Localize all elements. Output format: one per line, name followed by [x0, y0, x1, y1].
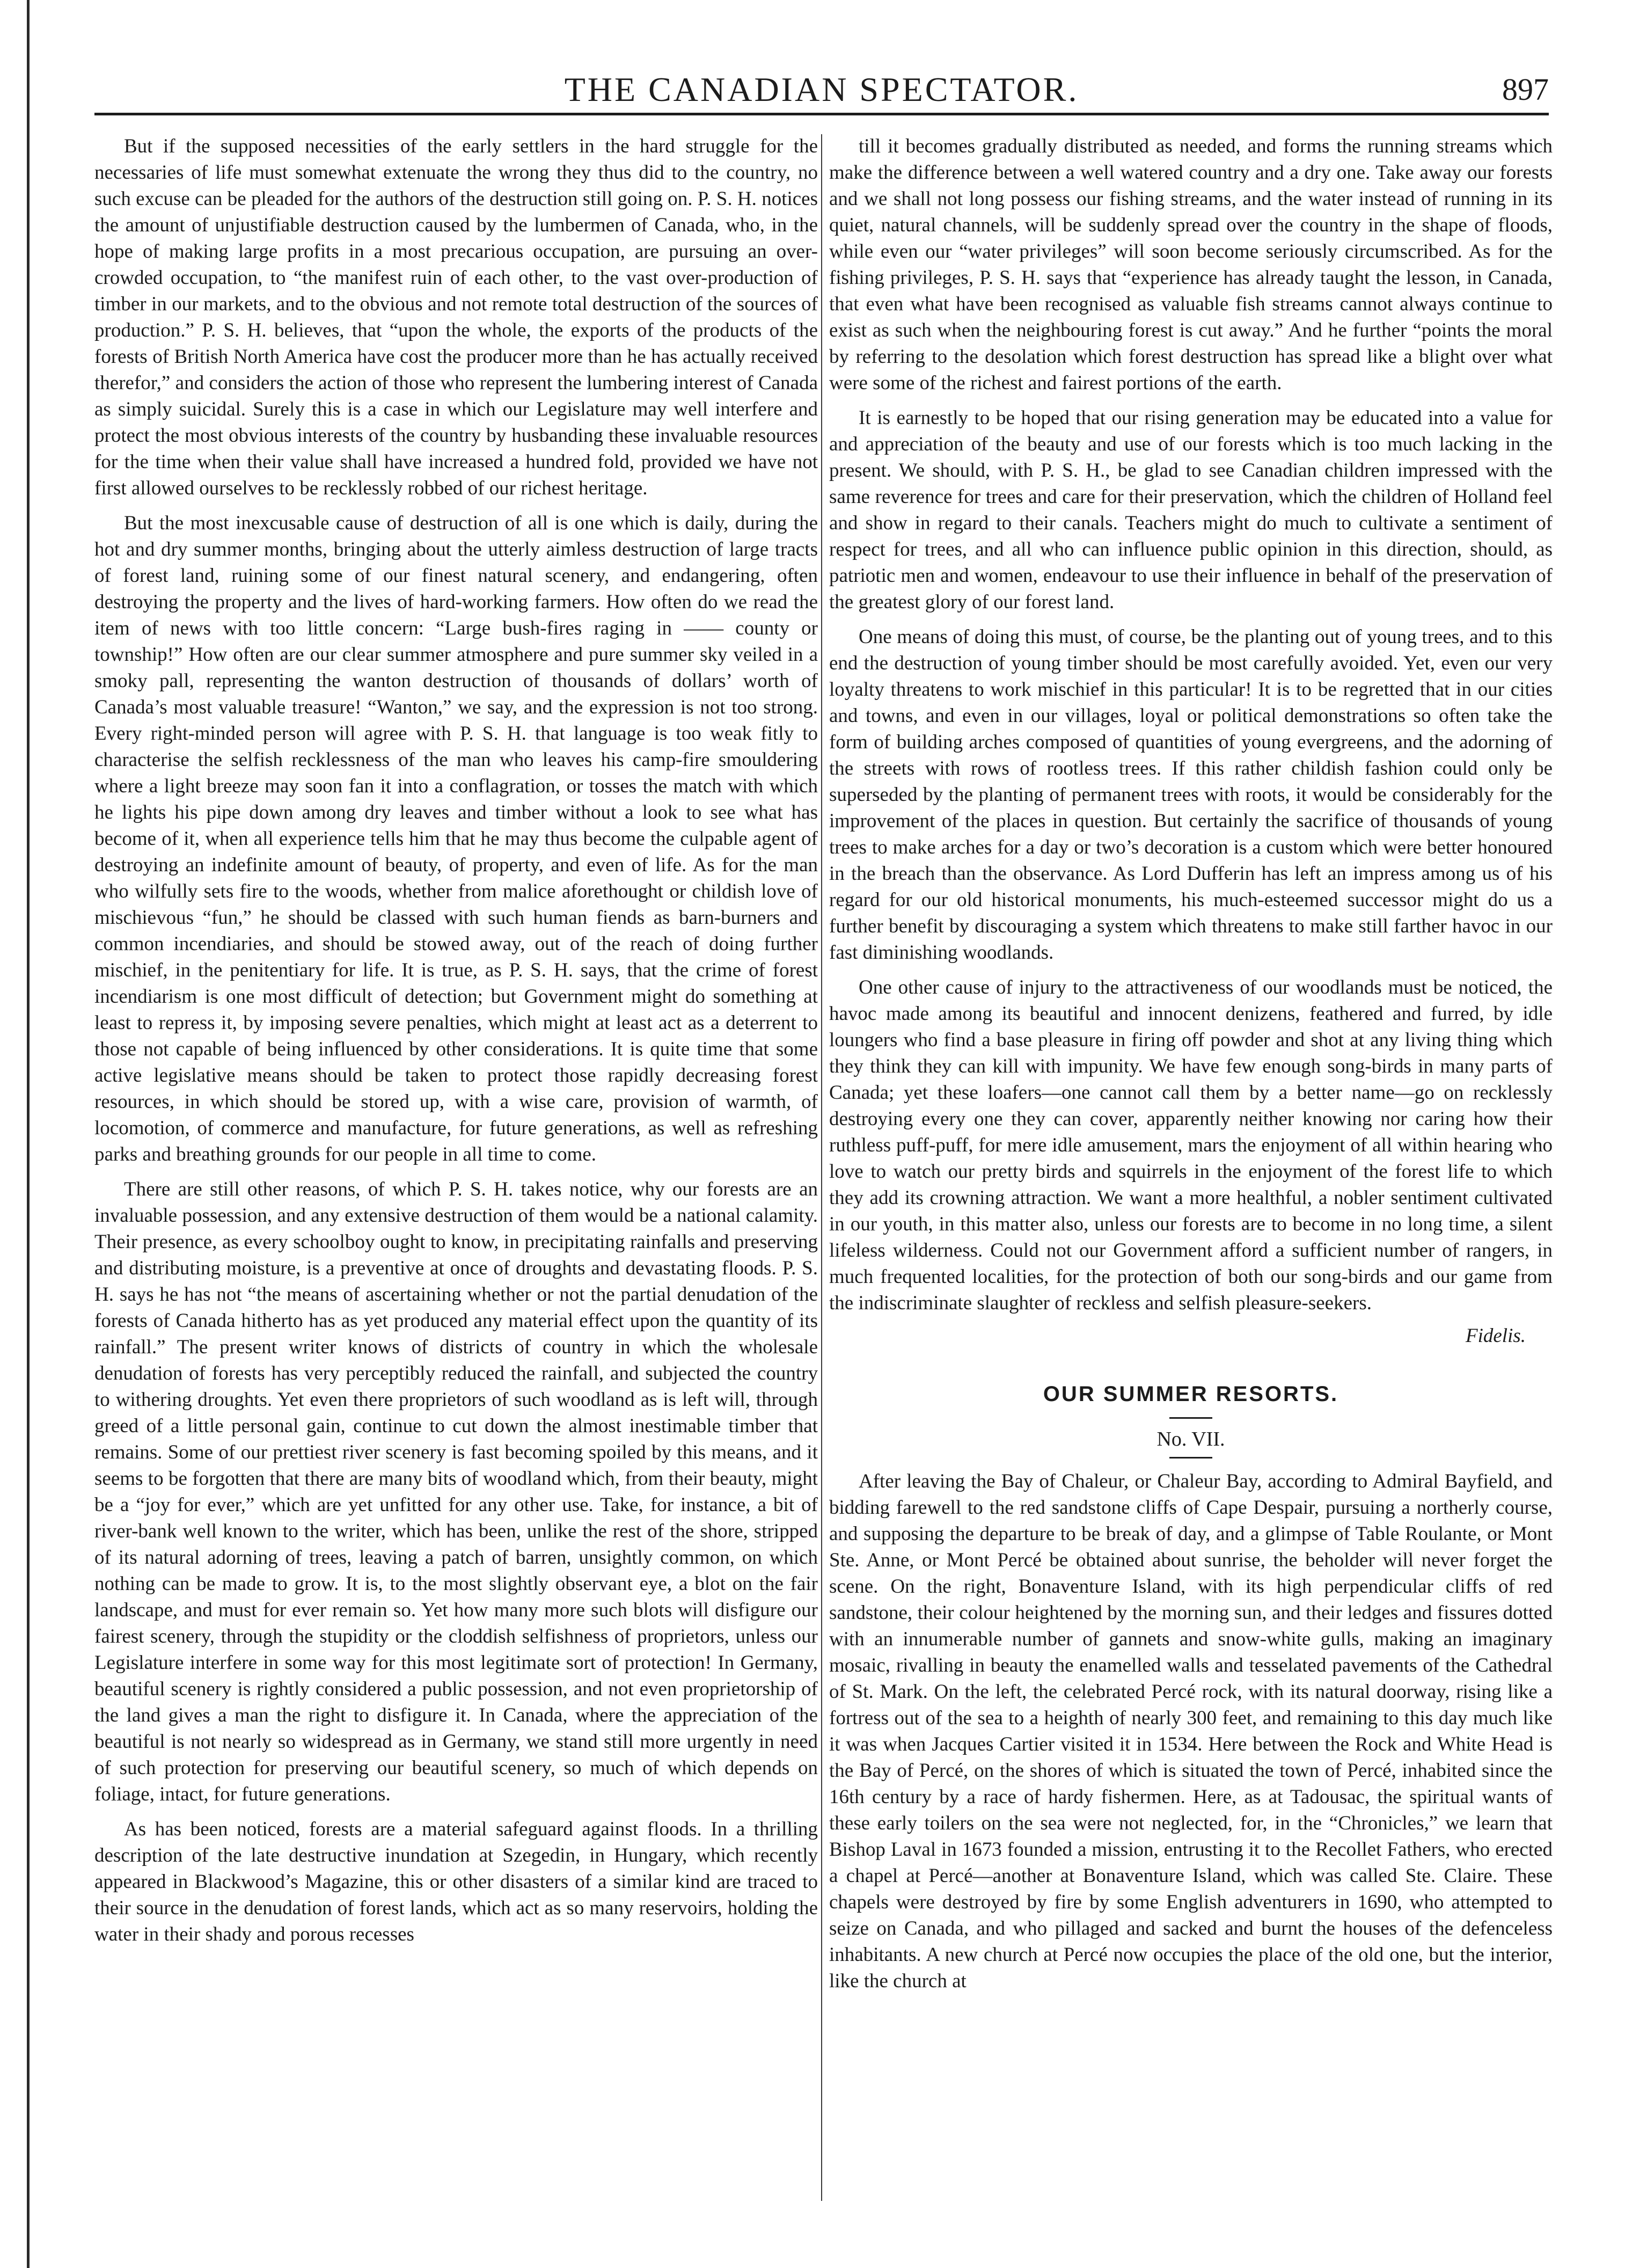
paragraph: One other cause of injury to the attractiveness of our woodlands must be noticed, the havoc made among its beautiful and innocent denizens, feathered and furred, by idle loungers who find a base pleasure in firing off powder and shot at any living thing which they think they can kill with impunity. We have few enough song-birds in many parts of Canada; yet these loafers—one cannot call them by a better name—go on recklessly destroying every one they can cover, apparently neither knowing nor caring how their ruthless puff-puff, for mere idle amusement, mars the enjoyment of all within hearing who love to watch our pretty birds and squirrels in the enjoyment of the forest life to which they add its crowning attraction. We want a more healthful, a nobler sentiment cultivated in our youth, in this matter also, unless our forests are to become in no long time, a silent lifeless wilderness. Could not our Government afford a sufficient number of rangers, in much frequented localities, for the protection of both our song-birds and our game from the indiscriminate slaughter of reckless and selfish pleasure-seekers.	[829, 976, 1553, 1314]
page-header	[94, 70, 1549, 113]
heading-rule	[1169, 1417, 1212, 1419]
page-edge-rule	[27, 0, 30, 2268]
author-signature: Fidelis.	[1465, 1325, 1526, 1347]
publication-title: THE CANADIAN SPECTATOR.	[564, 70, 1079, 108]
paragraph: But if the supposed necessities of the early settlers in the hard struggle for the necessaries of life must somewhat extenuate the wrong they thus did to the country, no such excuse can be pleaded for the authors of the destruction still going on. P. S. H. notices the amount of unjustifiable destruction caused by the lumbermen of Canada, who, in the hope of making large profits in a most precarious occupation, are pursuing an over-crowded occupation, to “the manifest ruin of each other, to the vast over-production of timber in our markets, and to the obvious and not remote total destruction of the sources of production.” P. S. H. believes, that “upon the whole, the exports of the products of the forests of British North America have cost the producer more than he has actually received therefor,” and considers the action of those who represent the lumbering interest of Canada as simply suicidal. Surely this is a case in which our Legislature may well interfere and protect the most obvious interests of the country by husbanding these invaluable resources for the time when their value shall have increased a hundred fold, provided we have not first allowed ourselves to be recklessly robbed of our richest heritage.	[94, 135, 818, 499]
paragraph: One means of doing this must, of course, be the planting out of young trees, and to this end the destruction of young timber should be most carefully avoided. Yet, even our very loyalty threatens to work mischief in this particular! It is to be regretted that in our cities and towns, and even in our villages, loyal or political demonstrations so often take the form of building arches composed of quantities of young evergreens, and the adorning of the streets with rows of rootless trees. If this rather childish fashion could only be superseded by the planting of permanent trees with roots, it would be considerably for the improvement of the places in question. But certainly the sacrifice of thousands of young trees to make arches for a day or two’s decoration is a custom which were better honoured in the breach than the observance. As Lord Dufferin has left an impress among us of his regard for our old historical monuments, his much-esteemed successor might do us a further benefit by discouraging a system which threatens to make still farther havoc in our fast diminishing woodlands.	[829, 626, 1553, 964]
paragraph: After leaving the Bay of Chaleur, or Chaleur Bay, according to Admiral Bayfield, and bidding farewell to the red sandstone cliffs of Cape Despair, pursuing a northerly course, and supposing the departure to be break of day, and a glimpse of Table Roulante, or Mont Ste. Anne, or Mont Percé be obtained about sunrise, the beholder will never forget the scene. On the right, Bonaventure Island, with its high perpendicular cliffs of red sandstone, their colour heightened by the morning sun, and their ledges and fissures dotted with an innumerable number of gannets and snow-white gulls, making an imaginary mosaic, rivalling in beauty the enamelled walls and tesselated pavements of the Cathedral of St. Mark. On the left, the celebrated Percé rock, with its natural doorway, rising like a fortress out of the sea to a heighth of nearly 300 feet, and remaining to this day much like it was when Jacques Cartier visited it in 1534. Here between the Rock and White Head is the Bay of Percé, on the shores of which is situated the town of Percé, inhabited since the 16th century by a race of hardy fishermen. Here, as at Tadousac, the spiritual wants of these early toilers on the sea were not neglected, for, in the “Chronicles,” we learn that Bishop Laval in 1673 founded a mission, entrusting it to the Recollet Fathers, who erected a chapel at Percé—another at Bonaventure Island, which was called Ste. Claire. These chapels were destroyed by fire by some English adventurers in 1690, who attempted to seize on Canada, and who pillaged and sacked and burnt the houses of the defenceless inhabitants. A new church at Percé now occupies the place of the old one, but the interior, like the church at	[829, 1470, 1553, 1992]
paragraph: As has been noticed, forests are a material safeguard against floods. In a thrilling description of the late destructive inundation at Szegedin, in Hungary, which recently appeared in Blackwood’s Magazine, this or other disasters of a similar kind are traced to their source in the denudation of forest lands, which act as so many reservoirs, holding the water in their shady and porous recesses	[94, 1818, 818, 1945]
left-column	[94, 133, 818, 2200]
paragraph: But the most inexcusable cause of destruction of all is one which is daily, during the hot and dry summer months, bringing about the utterly aimless destruction of large tracts of forest land, ruining some of our finest natural scenery, and endangering, often destroying the property and the lives of hard-working farmers. How often do we read the item of news with too little concern: “Large bush-fires raging in —— county or township!” How often are our clear summer atmosphere and pure summer sky veiled in a smoky pall, representing the wanton destruction of thousands of dollars’ worth of Canada’s most valuable treasure! “Wanton,” we say, and the expression is not too strong. Every right-minded person will agree with P. S. H. that language is too weak fitly to characterise the selfish recklessness of the man who leaves his camp-fire smouldering where a light breeze may soon fan it into a conflagration, or tosses the match with which he lights his pipe down among dry leaves and timber without a look to see what has become of it, when all experience tells him that he may thus become the culpable agent of destroying an indefinite amount of beauty, of property, and even of life. As for the man who wilfully sets fire to the woods, whether from malice aforethought or childish love of mischievous “fun,” he should be classed with such human fiends as barn-burners and common incendiaries, and should be stowed away, out of the reach of doing further mischief, in the penitentiary for life. It is true, as P. S. H. says, that the crime of forest incendiarism is one most difficult of detection; but Government might do something at least to repress it, by imposing severe penalties, which might at least act as a deterrent to those not capable of being influenced by other considerations. It is quite time that some active legislative means should be taken to protect those rapidly decreasing forest resources, in which should be stored up, with a wise care, provision of warmth, of locomotion, of commerce and manufacture, for future generations, as well as refreshing parks and breathing grounds for our people in all time to come.	[94, 512, 818, 1165]
paragraph: There are still other reasons, of which P. S. H. takes notice, why our forests are an invaluable possession, and any extensive destruction of them would be a national calamity. Their presence, as every schoolboy ought to know, in precipitating rainfalls and preserving and distributing moisture, is a preventive at once of droughts and devastating floods. P. S. H. says he has not “the means of ascertaining whether or not the partial denudation of the forests of Canada hitherto has as yet produced any material effect upon the quantity of its rainfall.” The present writer knows of districts of country in which the wholesale denudation of forests has very perceptibly reduced the rainfall, and subjected the country to withering droughts. Yet even there proprietors of such woodland as is left will, through greed of a little personal gain, continue to cut down the almost inestimable timber that remains. Some of our prettiest river scenery is fast becoming spoiled by this means, and it seems to be forgotten that there are many bits of woodland which, from their beauty, might be a “joy for ever,” which are yet unfitted for any other use. Take, for instance, a bit of river-bank well known to the writer, which has been, unlike the rest of the shore, stripped of its natural adorning of trees, leaving a patch of barren, unsightly common, on which nothing can be made to grow. It is, to the most slightly observant eye, a blot on the fair landscape, and must for ever remain so. Yet how many more such blots will disfigure our fairest scenery, through the stupidity or the cloddish selfishness of proprietors, unless our Legislature interfere in some way for this most legitimate sort of protection! In Germany, beautiful scenery is rightly considered a public possession, and not even proprietorship of the land gives a man the right to disfigure it. In Canada, where the appreciation of the beautiful is not nearly so widespread as in Germany, we stand still more urgently in need of such protection for preserving our beautiful scenery, so much of which depends on foliage, intact, for future generations.	[94, 1178, 818, 1805]
column-divider	[821, 134, 822, 2201]
heading-rule	[1169, 1457, 1212, 1458]
section-heading: OUR SUMMER RESORTS.	[1043, 1382, 1339, 1406]
section-number: No. VII.	[1156, 1428, 1225, 1450]
page-number: 897	[1502, 72, 1549, 107]
paragraph: till it becomes gradually distributed as needed, and forms the running streams which make the difference between a well watered country and a dry one. Take away our forests and we shall not long possess our fishing streams, and the water instead of running in its quiet, natural channels, will be suddenly spread over the country in the shape of floods, while even our “water privileges” will soon become seriously circumscribed. As for the fishing privileges, P. S. H. says that “experience has already taught the lesson, in Canada, that even what have been recognised as valuable fish streams cannot always continue to exist as such when the neighbouring forest is cut away.” And he further “points the moral by referring to the desolation which forest destruction has spread like a blight over what were some of the richest and fairest portions of the earth.	[829, 135, 1553, 394]
header-rule	[94, 113, 1549, 115]
right-column	[829, 133, 1553, 2200]
paragraph: It is earnestly to be hoped that our rising generation may be educated into a value for and appreciation of the beauty and use of our forests which is too much lacking in the present. We should, with P. S. H., be glad to see Canadian children impressed with the same reverence for trees and care for their preservation, which the children of Holland feel and show in regard to their canals. Teachers might do much to cultivate a sentiment of respect for trees, and all who can influence public opinion in this direction, should, as patriotic men and women, endeavour to use their influence in behalf of the preservation of the greatest glory of our forest land.	[829, 407, 1553, 613]
